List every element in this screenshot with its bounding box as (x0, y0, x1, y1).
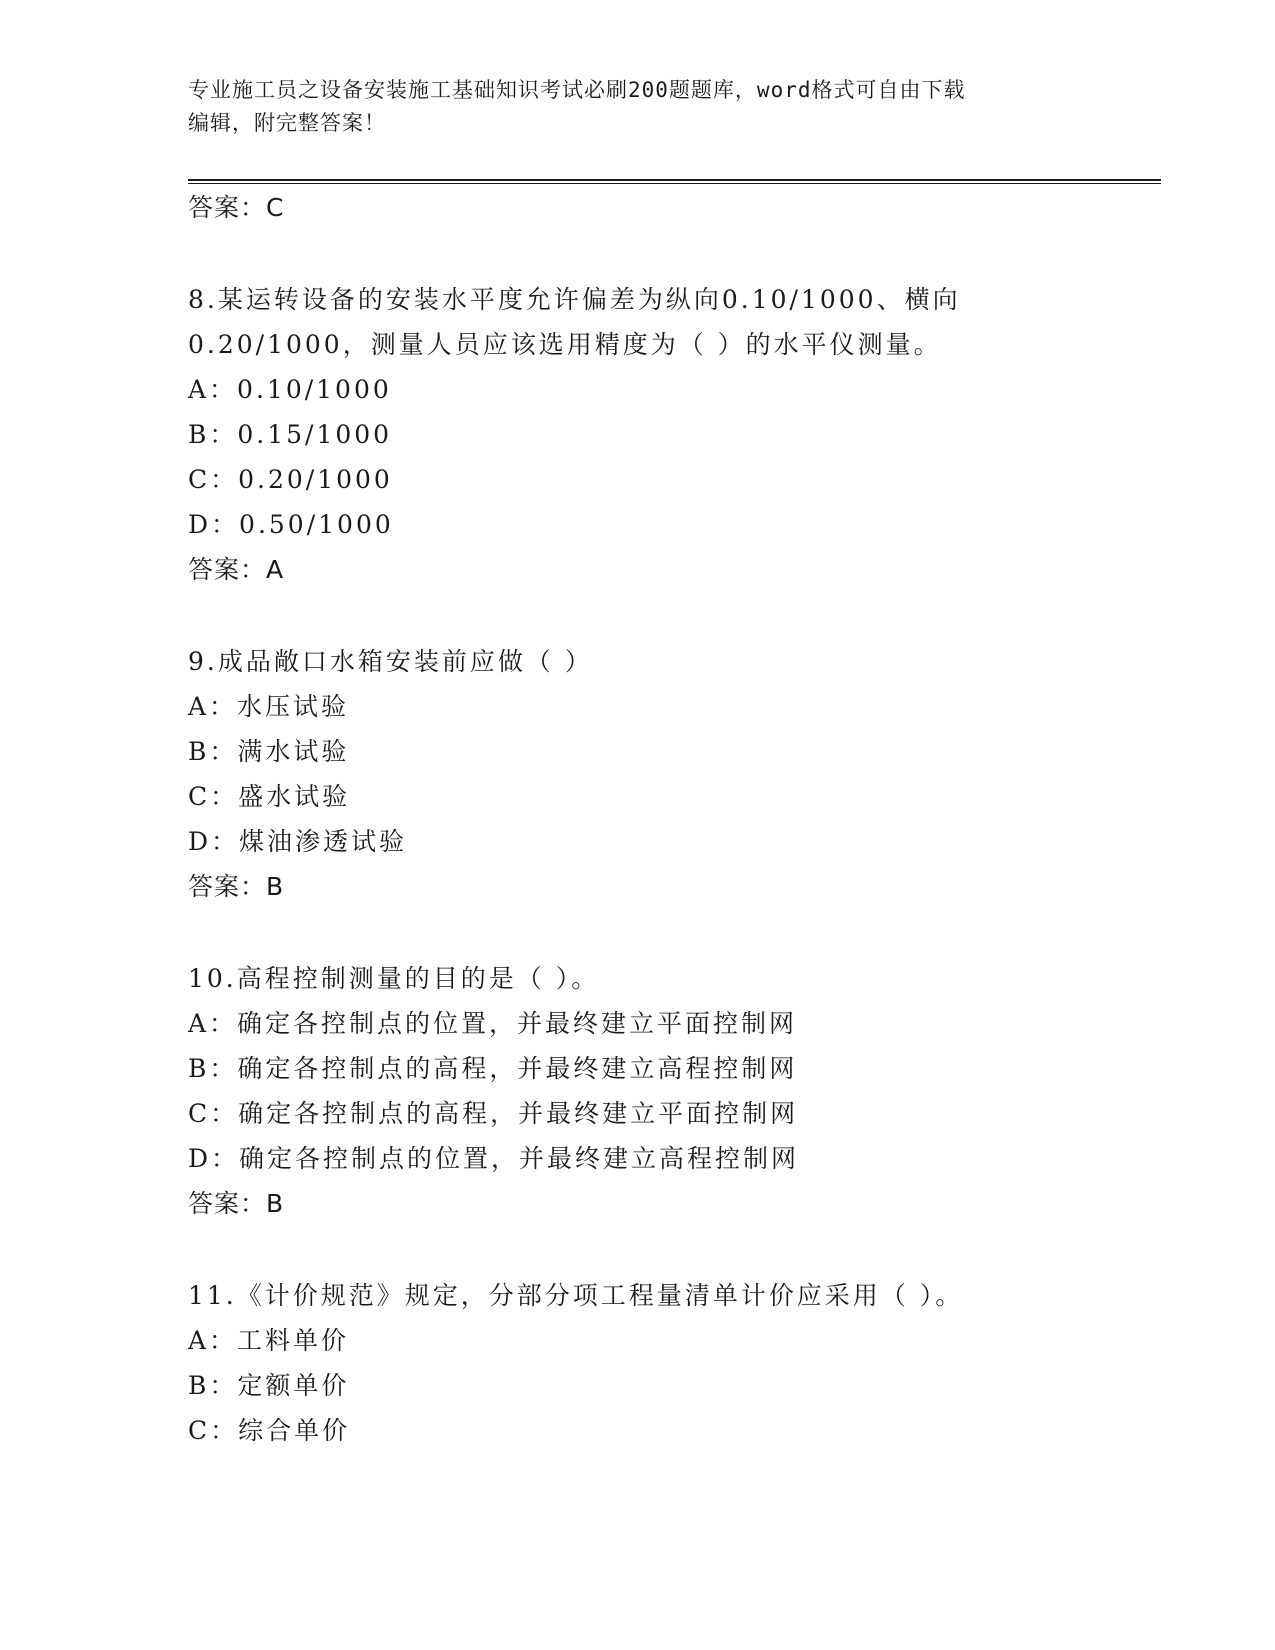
previous-answer: 答案：C (188, 193, 285, 222)
question-9-option-d: D：煤油渗透试验 (188, 827, 408, 856)
question-8-option-d: D：0.50/1000 (188, 510, 394, 539)
question-11-option-a: A：工料单价 (188, 1326, 350, 1355)
question-8-answer: 答案：A (188, 555, 285, 584)
question-10-option-c: C：确定各控制点的高程，并最终建立平面控制网 (188, 1099, 799, 1128)
header-title-line-1: 专业施工员之设备安装施工基础知识考试必刷200题题库，word格式可自由下载 (188, 78, 966, 102)
question-8-option-b: B：0.15/1000 (188, 420, 393, 449)
question-9-option-c: C：盛水试验 (188, 782, 351, 811)
header-title-line-2: 编辑，附完整答案！ (188, 111, 386, 135)
question-11-stem: 11.《计价规范》规定，分部分项工程量清单计价应采用（ ）。 (188, 1281, 964, 1310)
header-divider (188, 179, 1161, 184)
question-8-stem-line-1: 8.某运转设备的安装水平度允许偏差为纵向0.10/1000、横向 (188, 285, 961, 314)
question-9-answer: 答案：B (188, 872, 285, 901)
question-8-stem-line-2: 0.20/1000，测量人员应该选用精度为（ ）的水平仪测量。 (188, 330, 942, 359)
question-9-stem: 9.成品敞口水箱安装前应做（ ） (188, 647, 593, 676)
question-9-option-a: A：水压试验 (188, 692, 350, 721)
question-10-answer: 答案：B (188, 1189, 285, 1218)
question-10-option-b: B：确定各控制点的高程，并最终建立高程控制网 (188, 1054, 798, 1083)
question-11-option-b: B：定额单价 (188, 1371, 350, 1400)
question-11-option-c: C：综合单价 (188, 1416, 351, 1445)
question-10-stem: 10.高程控制测量的目的是（ ）。 (188, 964, 600, 993)
question-8-option-a: A：0.10/1000 (188, 375, 392, 404)
question-10-option-d: D：确定各控制点的位置，并最终建立高程控制网 (188, 1144, 800, 1173)
page-header (188, 74, 1088, 140)
question-8-option-c: C：0.20/1000 (188, 465, 393, 494)
question-9-option-b: B：满水试验 (188, 737, 350, 766)
question-10-option-a: A：确定各控制点的位置，并最终建立平面控制网 (188, 1009, 798, 1038)
